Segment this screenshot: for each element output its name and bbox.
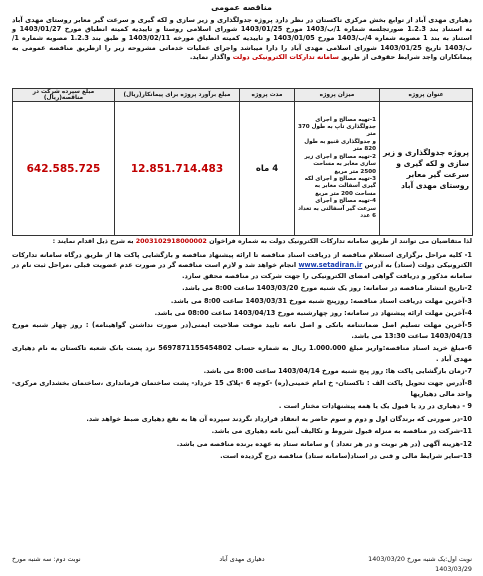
table-header-row [13,89,473,102]
issuer-name: دهیاری مهدی آباد [219,555,265,563]
project-table [12,88,473,236]
page-title: مناقصه عمومی [211,3,272,12]
publication-footer [12,555,472,575]
scope-item-3: 3-تهیه مصالح و اجرای لکه گیری آسفالت معابر به مساحت 200 متر مربع [304,175,376,197]
col-header-duration: مدت پروژه [240,89,295,102]
call-line-end: به شرح ذیل اقدام نمایند : [52,237,134,245]
intro-line-5: پیمانکاران واجد شرایط حقوقی از طریق [341,52,472,61]
table-row [13,102,473,236]
list-item: 9 - دهیاری در رد یا قبول یک یا همه پیشنهادات مختار است . [278,402,472,411]
intro-line-4: 1/ب/1403 تاریخ 1403/01/25 شورای اسلامی مهدی آباد را دارا میباشد واجرای عملیات خدماتی مشروحه زیر را ازطریق مناقصه عمومی به [12,34,472,52]
scope-item-1b: و جدولگذاری قنیو به طول 820 متر [304,138,376,153]
item-1-text-end: انجام خواهد شد و لازم است مناقصه گر در صورت عدم عضویت قبلی ،مراحل ثبت نام در سامانه مذکور و دریافت گواهی امضای الکترونیکی را جهت شرکت در مناقصه محقق سازد. [12,261,472,280]
list-item: 13-سایر شرایط مالی و فنی در اسناد(سامانه ستاد) مناقصه درج گردیده است. [220,451,472,460]
list-item: 2-تاریخ انتشار مناقصه در سامانه: روز یک شنبه مورخ 1403/03/20 ساعت 8:00 می باشد. [182,284,472,293]
project-scope-cell [295,102,380,236]
project-estimate-cell: 12.851.714.483 [115,102,240,236]
col-header-title: عنوان پروژه [380,89,473,102]
list-item: 5-آخرین مهلت تسلیم اصل ضمانتنامه بانکی و اصل نامه تایید موقت صلاحیت ایمنی(در صورت نداشتن گواهینامه) : روز چهار شنبه مورخ 1403/04/13 ساعت 13:30 می باشد. [12,321,472,340]
project-title-cell: پروژه جدولگذاری و زیر سازی و لکه گیری و سرعت گیر معابر روستای مهدی آباد [380,102,473,236]
list-item: 12-هزینه آگهی (در هر نوبت و در هر تعداد ) و سامانه ستاد به عهده برنده مناقصه می باشد. [176,439,472,448]
col-header-estimate: مبلغ برآورد پروژه برای پیمانکار(ریال) [115,89,240,102]
scope-item-2: 2-تهیه مصالح و اجرای زیر سازی معابر به مساحت 2500 متر مربع [304,153,376,175]
intro-line-2: آباد به استناد بند 1.2.3 صورتجلسه شماره 1/ب/1403 مورخ 1403/01/25 شورای اسلامی روستا و تاییدیه کمیته انطباق مورخ 1403/01/27 و [12,16,472,34]
conditions-list [12,250,472,463]
call-line-text: لذا متقاضیان می توانند از طریق سامانه تدارکات الکترونیک دولت به شماره فراخوان [209,237,472,245]
list-item: 3-آخرین مهلت دریافت اسناد مناقصه: روزپنج شنبه مورخ 1403/03/31 ساعت 8:00 می باشد. [170,296,472,305]
setad-system-name: سامانه تدارکات الکترونیکی دولت [232,52,339,61]
intro-line-1: دهیاری مهدی آباد از توابع بخش مرکزی تاکستان در نظر دارد پروژه جدولگذاری و زیر سازی و لکه گیری و سرعت گیر معابر روستای مهدی [25,16,473,24]
second-publication-date: 1403/03/29 [435,565,472,573]
intro-line-3: استناد به بند 1 مصوبه شماره 4/ب/1403 مورخ 1403/01/05 و تاییدیه کمیته انطباق مورخه 1403/02/11 و طبق بند 1.2.3 مصوبه شماره [21,34,472,43]
setadiran-link[interactable]: www.setadiran.ir [298,261,363,270]
list-item: 4-آخرین مهلت ارائه پیشنهاد در سامانه: روز چهارشنبه مورخ 1403/04/13 ساعت 08:00 می باشد. [154,309,472,318]
col-header-qty: میزان پروژه [295,89,380,102]
intro-line-5-end: واگذار نماید. [189,52,231,61]
scope-item-1: 1-تهیه مصالح و اجرای جدولگذاری تاپ به طول 370 متر [297,116,376,138]
intro-paragraph [12,16,472,62]
call-number-line [12,237,472,245]
call-number: 2003102918000002 [135,237,207,245]
list-item: 8-آدرس جهت تحویل پاکت الف : تاکستان- خ امام خمینی(ره) -کوچه 6 -پلاک 15 خرداد- پشت ساختمان فرمانداری ،ساختمان بخشداری مرکزی-واحد مالی دهیاریها [12,379,472,398]
item-1-text: 1- کلیه مراحل برگزاری استعلام مناقصه از دریافت اسناد مناقصه تا ارائه پیشنهاد مناقصه و بازگشایی پاکت ها از طریق درگاه سامانه تدارکات الکترونیکی دولت (ستاد) به آدرس [12,251,472,270]
project-duration-cell: 4 ماه [240,102,295,236]
first-publication-date: نوبت اول:یک شنبه مورخ 1403/03/20 [368,555,472,563]
project-bond-cell: 642.585.725 [13,102,115,236]
list-item [12,250,472,281]
scope-item-4: 4-تهیه مصالح و اجرای سرعت گیر آسفالتی به تعداد 6 عدد [298,198,376,219]
list-item: 6-مبلغ خرید اسناد مناقصه:واریز مبلغ 1.000.000 ریال به شماره حساب 5697871155454802 نزد پست بانک شعبه تاکستان به نام دهیاری مهدی آباد . [12,344,472,363]
col-header-bond: مبلغ سپرده شرکت در مناقصه(ریال) [13,89,115,102]
list-item: 7-زمان بازگشایی پاکت ها: روز پنج شنبه مورخ 1403/04/14 ساعت 8:00 می باشد. [203,367,472,376]
list-item: 10-در صورتی که برندگان اول و دوم و سوم حاضر به انعقاد قرارداد نگردند سپرده آن ها به نفع دهیاری ضبط خواهد شد. [86,414,472,423]
list-item: 11-شرکت در مناقصه به منزله قبول شروط و تکالیف آیین نامه دهیاری می باشد. [211,427,472,436]
second-publication-label: نوبت دوم: سه شنبه مورخ [12,555,81,563]
